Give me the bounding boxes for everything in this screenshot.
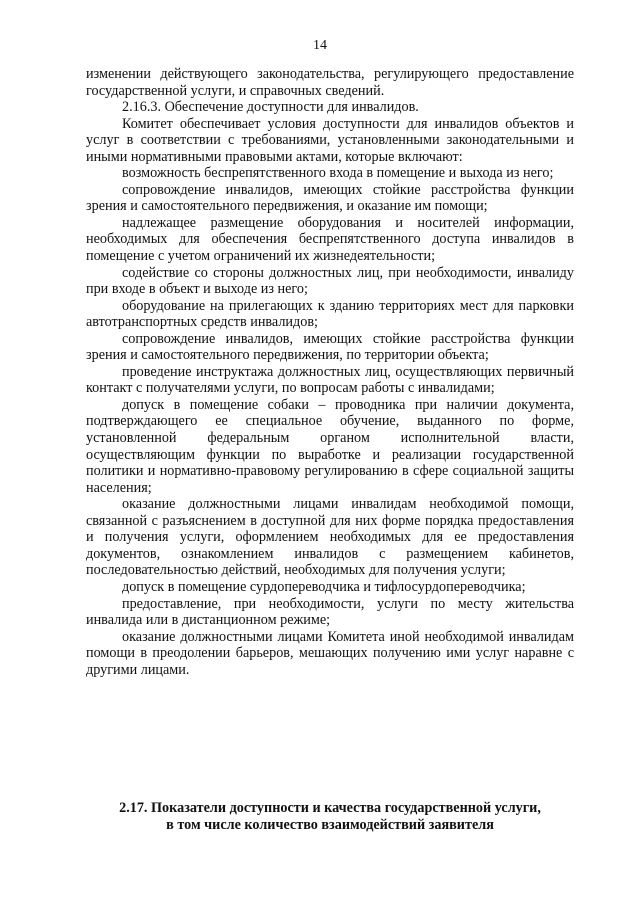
heading-line-2: в том числе количество взаимодействий заявителя: [166, 817, 494, 833]
paragraph-continuation: изменении действующего законодательства, регулирующего предоставление государственной услуги, и справочных сведений.: [86, 66, 574, 99]
list-item: надлежащее размещение оборудования и носителей информации, необходимых для обеспечения беспрепятственного доступа инвалидов в помещение с учетом ограничений их жизнедеятельности;: [86, 214, 574, 265]
list-item: оборудование на прилегающих к зданию территориях мест для парковки автотранспортных средств инвалидов;: [86, 297, 574, 331]
heading-line-1: 2.17. Показатели доступности и качества государственной услуги,: [119, 800, 541, 816]
list-item: допуск в помещение собаки – проводника при наличии документа, подтверждающего ее специальное обучение, выданного по форме, установленной федеральным органом исполнительной власти, осуществляющим функции по выработке и реализации государственной политики и нормативно-правовому регулированию в сфере социальной защиты населения;: [86, 396, 574, 496]
list-item: сопровождение инвалидов, имеющих стойкие расстройства функции зрения и самостоятельного передвижения, и оказание им помощи;: [86, 181, 574, 215]
section-2-16-3-title: 2.16.3. Обеспечение доступности для инвалидов.: [122, 99, 419, 116]
paragraph-intro: Комитет обеспечивает условия доступности для инвалидов объектов и услуг в соответствии с требованиями, установленными законодательными и иными нормативными правовыми актами, которые включают:: [86, 115, 574, 165]
list-item: допуск в помещение сурдопереводчика и тифлосурдопереводчика;: [122, 578, 526, 595]
body-text: [86, 66, 574, 678]
list-item: возможность беспрепятственного входа в помещение и выхода из него;: [122, 165, 554, 182]
list-item: проведение инструктажа должностных лиц, осуществляющих первичный контакт с получателями услуги, по вопросам работы с инвалидами;: [86, 363, 574, 397]
list-item: содействие со стороны должностных лиц, при необходимости, инвалиду при входе в объект и выходе из него;: [86, 264, 574, 298]
list-item: предоставление, при необходимости, услуги по месту жительства инвалида или в дистанционном режиме;: [86, 595, 574, 629]
list-item: оказание должностными лицами Комитета иной необходимой инвалидам помощи в преодолении барьеров, мешающих получению ими услуг наравне с другими лицами.: [86, 628, 574, 678]
section-2-17-heading: [86, 800, 574, 834]
list-item: оказание должностными лицами инвалидам необходимой помощи, связанной с разъяснением в доступной для них форме порядка предоставления и получения услуги, оформлением необходимых для ее предоставления документов, ознакомлением инвалидов с размещением кабинетов, последовательностью действий, необходимых для получения услуги;: [86, 496, 574, 579]
list-item: сопровождение инвалидов, имеющих стойкие расстройства функции зрения и самостоятельного передвижения, по территории объекта;: [86, 330, 574, 364]
page-number: 14: [313, 38, 327, 53]
